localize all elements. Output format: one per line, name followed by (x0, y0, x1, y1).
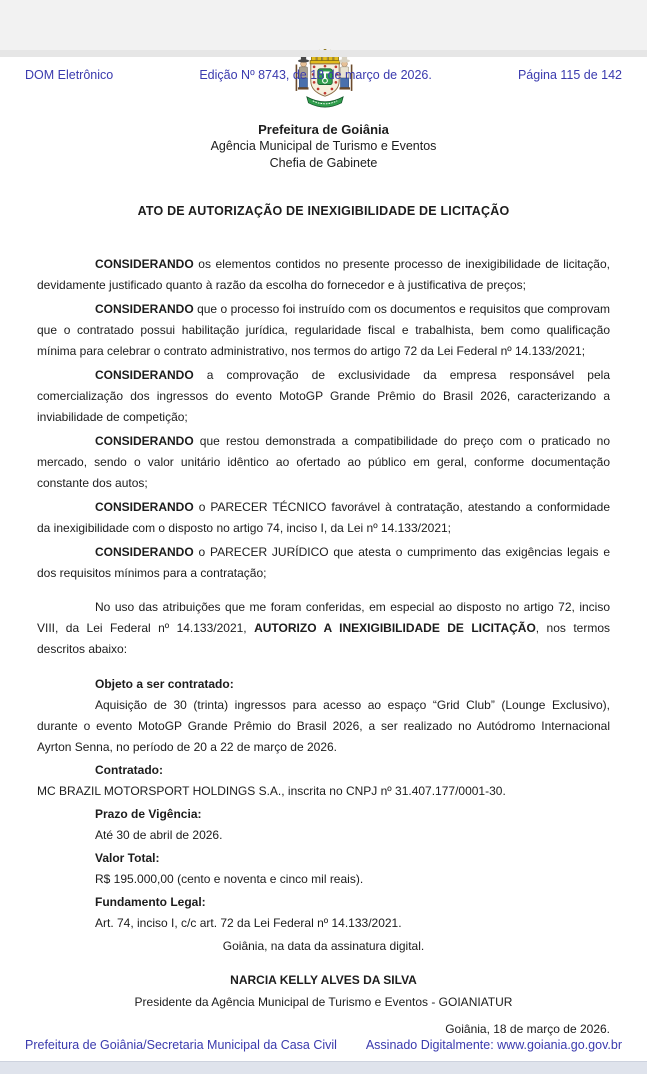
page-footer (25, 1038, 622, 1052)
considerando-text: o PARECER JURÍDICO que atesta o cumprimento das exigências legais e dos requisitos mínimos para a contratação; (37, 545, 610, 580)
header-edition: Edição Nº 8743, de 18 de março de 2026. (199, 68, 432, 82)
authorization-paragraph (37, 597, 610, 660)
considerando-text: que restou demonstrada a compatibilidade do preço com o praticado no mercado, sendo o valor unitário idêntico ao ofertado ao público em geral, conforme documentação constante dos autos; (37, 434, 610, 490)
considerando-paragraph (37, 542, 610, 584)
page-header (25, 68, 622, 82)
considerando-lead: CONSIDERANDO (95, 545, 194, 559)
section-body-fundamento: Art. 74, inciso I, c/c art. 72 da Lei Federal nº 14.133/2021. (95, 916, 402, 930)
considerando-lead: CONSIDERANDO (95, 434, 194, 448)
considerando-paragraph (37, 431, 610, 494)
section-body-valor: R$ 195.000,00 (cento e noventa e cinco mil reais). (95, 872, 364, 886)
signoff-place-line: Goiânia, na data da assinatura digital. (222, 939, 425, 953)
authorization-pre: No uso das atribuições que me foram conferidas, em especial ao disposto no artigo 72, inciso VIII, da Lei Federal nº 14.133/2021, (37, 600, 610, 635)
agency-name: Agência Municipal de Turismo e Eventos (210, 139, 437, 153)
section-heading-contratado: Contratado: (95, 763, 163, 777)
header-publication-name: DOM Eletrônico (25, 68, 114, 82)
footer-org: Prefeitura de Goiânia/Secretaria Municipal da Casa Civil (25, 1038, 337, 1052)
signoff-date-line: Goiânia, 18 de março de 2026. (445, 1022, 610, 1036)
footer-signature-url: Assinado Digitalmente: www.goiania.go.gov.br (365, 1038, 622, 1052)
top-strip (0, 50, 647, 57)
document-body (0, 254, 647, 1040)
section-body-contratado: MC BRAZIL MOTORSPORT HOLDINGS S.A., inscrita no CNPJ nº 31.407.177/0001-30. (37, 784, 506, 798)
considerando-paragraph (37, 497, 610, 539)
header-page-number: Página 115 de 142 (517, 68, 622, 82)
considerando-text: os elementos contidos no presente processo de inexigibilidade de licitação, devidamente justificado quanto à razão da escolha do fornecedor e à justificativa de preços; (37, 257, 610, 292)
document-page (0, 50, 647, 1074)
document-title: ATO DE AUTORIZAÇÃO DE INEXIGIBILIDADE DE LICITAÇÃO (137, 204, 510, 218)
authorization-post: , nos termos descritos abaixo: (37, 621, 611, 656)
section-heading-fundamento: Fundamento Legal: (95, 895, 206, 909)
considerando-text: a comprovação de exclusividade da empresa responsável pela comercialização dos ingressos do evento MotoGP Grande Prêmio do Brasil 2026, caracterizando a inviabilidade de competição; (37, 368, 610, 424)
section-body-objeto: Aquisição de 30 (trinta) ingressos para acesso ao espaço “Grid Club” (Lounge Exclusivo), durante o evento MotoGP Grande Prêmio do Brasil 2026, a ser realizado no Autódromo Internacional Ayrton Senna, no período de 20 a 22 de março de 2026. (37, 698, 610, 754)
considerando-lead: CONSIDERANDO (95, 500, 194, 514)
office-name: Chefia de Gabinete (269, 156, 378, 170)
signoff-name: NARCIA KELLY ALVES DA SILVA (230, 973, 417, 987)
section-heading-objeto: Objeto a ser contratado: (95, 677, 234, 691)
considerando-lead: CONSIDERANDO (95, 368, 194, 382)
considerando-paragraph (37, 299, 610, 362)
section-heading-valor: Valor Total: (95, 851, 160, 865)
goiania-coat-of-arms-icon (274, 50, 374, 116)
considerando-lead: CONSIDERANDO (95, 257, 194, 271)
authorization-statement: AUTORIZO A INEXIGIBILIDADE DE LICITAÇÃO (254, 621, 536, 635)
considerando-lead: CONSIDERANDO (95, 302, 194, 316)
considerando-text: o PARECER TÉCNICO favorável à contratação, atestando a conformidade da inexigibilidade com o disposto no artigo 74, inciso I, da Lei nº 14.133/2021; (37, 500, 610, 535)
section-heading-prazo: Prazo de Vigência: (95, 807, 202, 821)
section-body-prazo: Até 30 de abril de 2026. (95, 828, 223, 842)
org-name: Prefeitura de Goiânia (258, 122, 389, 137)
considerando-paragraph (37, 365, 610, 428)
signoff-role: Presidente da Agência Municipal de Turismo e Eventos - GOIANIATUR (134, 995, 513, 1009)
bottom-strip (0, 1061, 647, 1074)
considerando-paragraph (37, 254, 610, 296)
considerando-text: que o processo foi instruído com os documentos e requisitos que comprovam que o contratado possui habilitação jurídica, regularidade fiscal e trabalhista, bem como qualificação mínima para celebrar o contrato administrativo, nos termos do artigo 72 da Lei Federal nº 14.133/2021; (37, 302, 610, 358)
